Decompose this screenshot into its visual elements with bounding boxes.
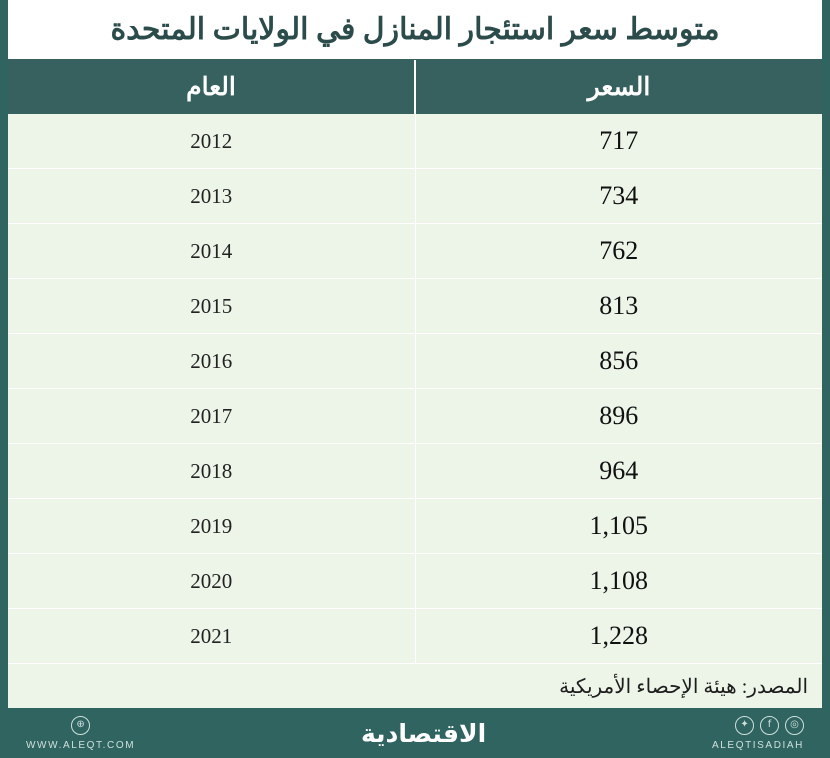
cell-price: 813 [415,279,822,334]
column-header-year: العام [8,60,415,114]
table-row [8,169,822,224]
facebook-icon[interactable]: f [760,716,779,735]
table-row [8,279,822,334]
table-area [0,60,830,708]
table-row [8,609,822,664]
cell-year: 2018 [8,444,415,499]
page-title: متوسط سعر استئجار المنازل في الولايات المتحدة [110,12,720,46]
social-handle: ALEQTISADIAH [712,739,804,751]
brand-logo: الاقتصادية [360,718,487,748]
instagram-icon[interactable]: ◎ [785,716,804,735]
website-url[interactable]: WWW.ALEQT.COM [26,739,136,751]
globe-icon[interactable]: ⊕ [71,716,90,735]
cell-price: 1,108 [415,554,822,609]
cell-year: 2019 [8,499,415,554]
cell-year: 2015 [8,279,415,334]
footer-bar [0,708,830,758]
table-row [8,499,822,554]
cell-price: 734 [415,169,822,224]
rent-price-table [8,60,822,664]
table-row [8,334,822,389]
table-row [8,444,822,499]
table-row [8,114,822,169]
cell-year: 2012 [8,114,415,169]
table-row [8,224,822,279]
table-row [8,554,822,609]
cell-price: 762 [415,224,822,279]
source-note: المصدر: هيئة الإحصاء الأمريكية [8,664,822,708]
table-header-row [8,60,822,114]
table-row [8,389,822,444]
footer-social-block [712,716,804,751]
right-accent-bar [822,0,830,758]
table-body [8,114,822,664]
cell-price: 717 [415,114,822,169]
cell-year: 2016 [8,334,415,389]
cell-price: 1,105 [415,499,822,554]
cell-year: 2021 [8,609,415,664]
cell-year: 2014 [8,224,415,279]
cell-price: 964 [415,444,822,499]
left-accent-bar [0,0,8,758]
cell-price: 856 [415,334,822,389]
cell-year: 2013 [8,169,415,224]
cell-year: 2020 [8,554,415,609]
twitter-icon[interactable]: ✦ [735,716,754,735]
cell-price: 896 [415,389,822,444]
cell-year: 2017 [8,389,415,444]
cell-price: 1,228 [415,609,822,664]
footer-website-block [26,716,135,751]
column-header-price: السعر [415,60,822,114]
social-icons [735,716,804,735]
title-area [0,0,830,59]
